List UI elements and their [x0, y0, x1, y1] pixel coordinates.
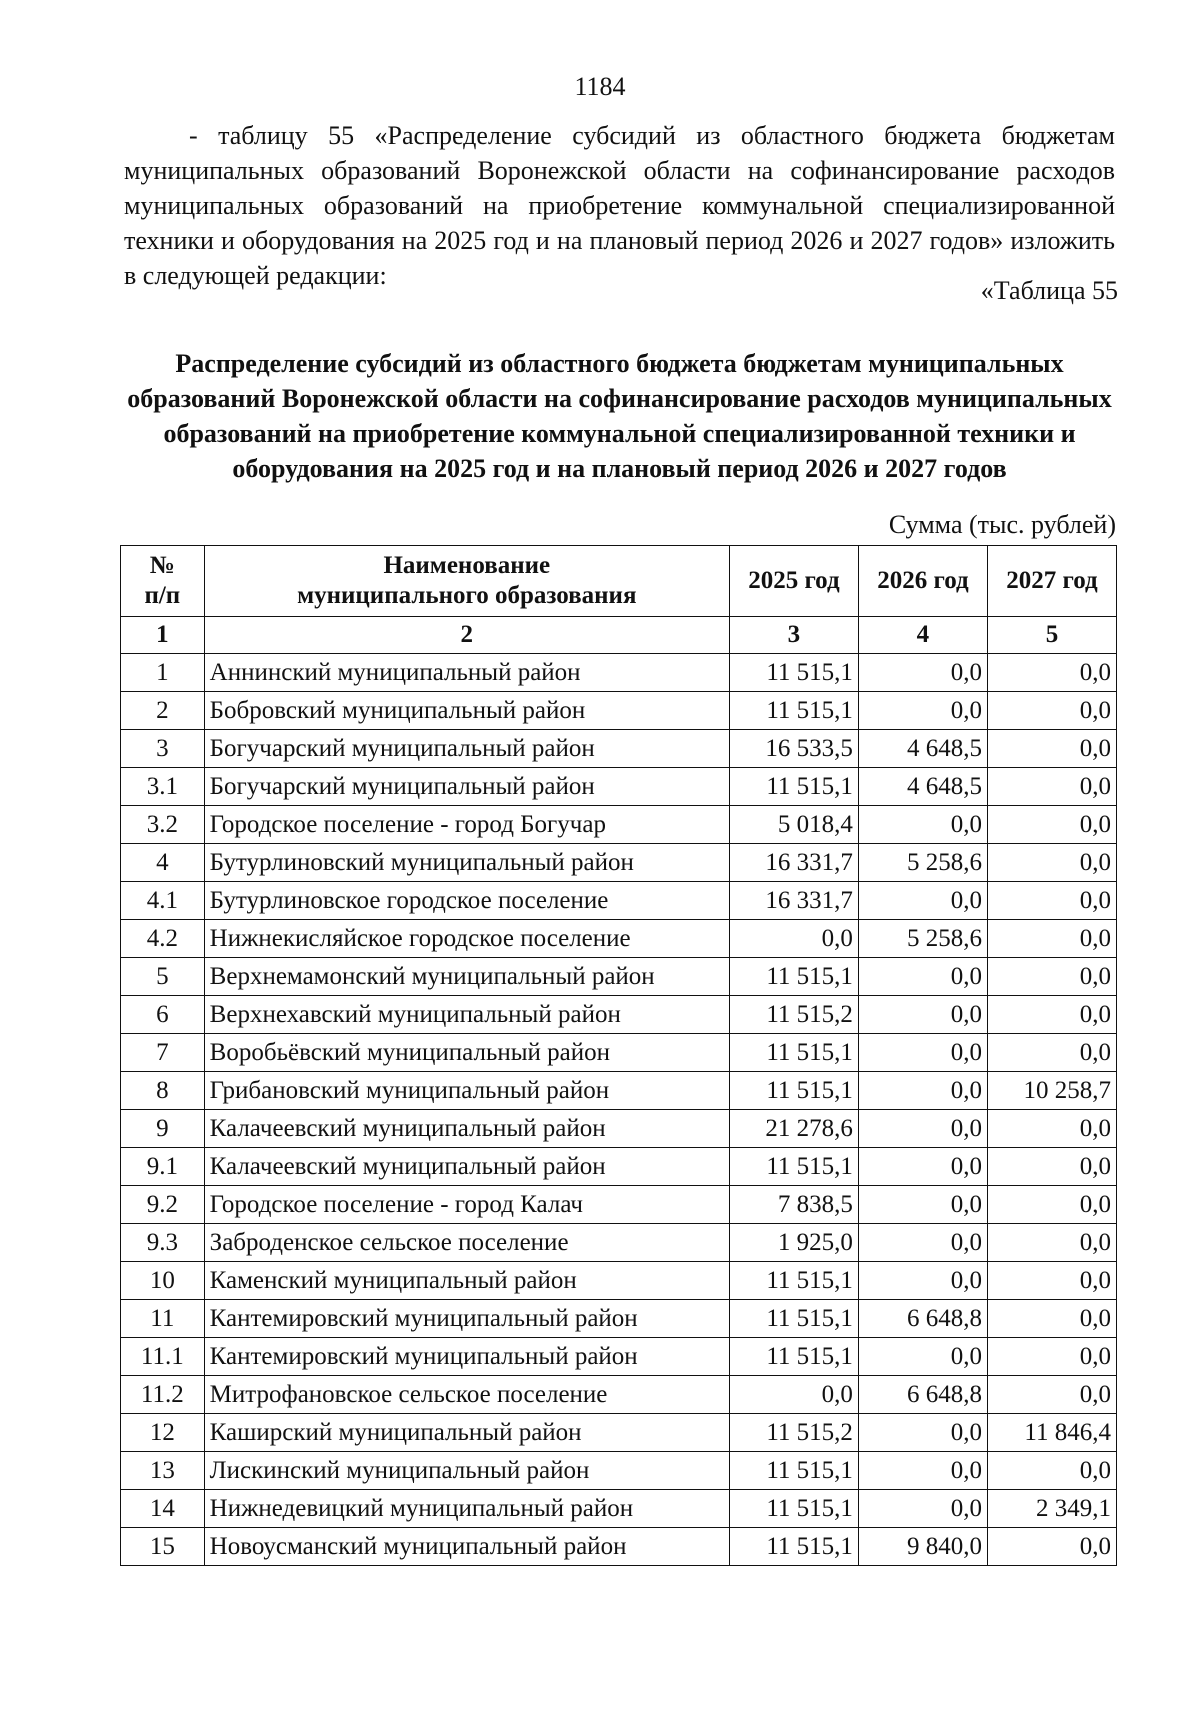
municipality-name-cell: Каменский муниципальный район [204, 1262, 729, 1300]
row-number-cell: 3 [121, 730, 205, 768]
table-row [121, 1376, 1117, 1414]
amount-2027-cell: 0,0 [987, 1452, 1116, 1490]
table-row [121, 768, 1117, 806]
municipality-name-cell: Митрофановское сельское поселение [204, 1376, 729, 1414]
row-number-cell: 6 [121, 996, 205, 1034]
column-number: 2 [204, 617, 729, 654]
intro-paragraph [124, 118, 1115, 293]
row-number-cell: 4 [121, 844, 205, 882]
row-number-cell: 10 [121, 1262, 205, 1300]
amount-2025-cell: 11 515,1 [729, 1338, 858, 1376]
table-body [121, 654, 1117, 1566]
amount-2026-cell: 9 840,0 [858, 1528, 987, 1566]
amount-2025-cell: 11 515,1 [729, 1490, 858, 1528]
amount-2025-cell: 11 515,1 [729, 1452, 858, 1490]
amount-2025-cell: 11 515,1 [729, 1072, 858, 1110]
header-name-line2: муниципального образования [297, 582, 637, 609]
amount-2027-cell: 0,0 [987, 692, 1116, 730]
table-row [121, 1110, 1117, 1148]
row-number-cell: 3.1 [121, 768, 205, 806]
table-row [121, 996, 1117, 1034]
units-caption: Сумма (тыс. рублей) [888, 510, 1116, 539]
amount-2026-cell: 0,0 [858, 1338, 987, 1376]
amount-2026-cell: 4 648,5 [858, 730, 987, 768]
municipality-name-cell: Калачеевский муниципальный район [204, 1148, 729, 1186]
table-row [121, 1224, 1117, 1262]
amount-2026-cell: 0,0 [858, 1072, 987, 1110]
row-number-cell: 13 [121, 1452, 205, 1490]
table-row [121, 1528, 1117, 1566]
amount-2026-cell: 0,0 [858, 692, 987, 730]
row-number-cell: 3.2 [121, 806, 205, 844]
municipality-name-cell: Кантемировский муниципальный район [204, 1300, 729, 1338]
table-row [121, 1452, 1117, 1490]
municipality-name-cell: Аннинский муниципальный район [204, 654, 729, 692]
amount-2027-cell: 10 258,7 [987, 1072, 1116, 1110]
header-row [121, 546, 1117, 617]
header-2027: 2027 год [987, 546, 1116, 617]
amount-2025-cell: 11 515,1 [729, 654, 858, 692]
amount-2026-cell: 0,0 [858, 806, 987, 844]
amount-2027-cell: 0,0 [987, 768, 1116, 806]
amount-2025-cell: 0,0 [729, 920, 858, 958]
amount-2026-cell: 0,0 [858, 1034, 987, 1072]
municipality-name-cell: Городское поселение - город Богучар [204, 806, 729, 844]
amount-2026-cell: 0,0 [858, 1414, 987, 1452]
row-number-cell: 9.1 [121, 1148, 205, 1186]
amount-2026-cell: 6 648,8 [858, 1300, 987, 1338]
amount-2025-cell: 21 278,6 [729, 1110, 858, 1148]
amount-2025-cell: 16 533,5 [729, 730, 858, 768]
header-num-line1: № [149, 552, 175, 579]
municipality-name-cell: Богучарский муниципальный район [204, 730, 729, 768]
amount-2026-cell: 0,0 [858, 1186, 987, 1224]
header-name [204, 546, 729, 617]
municipality-name-cell: Верхнемамонский муниципальный район [204, 958, 729, 996]
column-number: 3 [729, 617, 858, 654]
municipality-name-cell: Воробьёвский муниципальный район [204, 1034, 729, 1072]
header-name-line1: Наименование [383, 552, 551, 579]
table-row [121, 1072, 1117, 1110]
amount-2026-cell: 0,0 [858, 1110, 987, 1148]
amount-2027-cell: 0,0 [987, 1300, 1116, 1338]
row-number-cell: 15 [121, 1528, 205, 1566]
amount-2027-cell: 0,0 [987, 1148, 1116, 1186]
row-number-cell: 11 [121, 1300, 205, 1338]
row-number-cell: 8 [121, 1072, 205, 1110]
amount-2027-cell: 2 349,1 [987, 1490, 1116, 1528]
row-number-cell: 7 [121, 1034, 205, 1072]
amount-2025-cell: 11 515,1 [729, 1262, 858, 1300]
page-number: 1184 [574, 72, 626, 101]
amount-2027-cell: 0,0 [987, 1034, 1116, 1072]
amount-2027-cell: 0,0 [987, 958, 1116, 996]
amount-2026-cell: 0,0 [858, 1490, 987, 1528]
municipality-name-cell: Калачеевский муниципальный район [204, 1110, 729, 1148]
amount-2026-cell: 0,0 [858, 1452, 987, 1490]
column-number-row [121, 617, 1117, 654]
amount-2026-cell: 0,0 [858, 1262, 987, 1300]
amount-2027-cell: 11 846,4 [987, 1414, 1116, 1452]
header-num [121, 546, 205, 617]
amount-2026-cell: 0,0 [858, 996, 987, 1034]
amount-2027-cell: 0,0 [987, 1224, 1116, 1262]
table-row [121, 920, 1117, 958]
table-row [121, 692, 1117, 730]
amount-2027-cell: 0,0 [987, 844, 1116, 882]
amount-2026-cell: 0,0 [858, 882, 987, 920]
table-row [121, 1490, 1117, 1528]
amount-2027-cell: 0,0 [987, 1376, 1116, 1414]
row-number-cell: 9.3 [121, 1224, 205, 1262]
header-2025: 2025 год [729, 546, 858, 617]
amount-2027-cell: 0,0 [987, 882, 1116, 920]
amount-2025-cell: 5 018,4 [729, 806, 858, 844]
table-row [121, 844, 1117, 882]
column-number: 4 [858, 617, 987, 654]
table-row [121, 806, 1117, 844]
subsidy-table [120, 545, 1117, 1566]
table-row [121, 1338, 1117, 1376]
table-header [121, 546, 1117, 654]
amount-2025-cell: 0,0 [729, 1376, 858, 1414]
amount-2025-cell: 16 331,7 [729, 844, 858, 882]
table-row [121, 882, 1117, 920]
amount-2025-cell: 11 515,2 [729, 996, 858, 1034]
header-2026: 2026 год [858, 546, 987, 617]
row-number-cell: 12 [121, 1414, 205, 1452]
amount-2027-cell: 0,0 [987, 1338, 1116, 1376]
intro-text: - таблицу 55 «Распределение субсидий из областного бюджета бюджетам муниципальных образований Воронежской области на софинансирование расходов муниципальных образований на приобретение коммунальной специализированной техники и оборудования на 2025 год и на плановый период 2026 и 2027 годов» изложить в следующей редакции: [124, 121, 1115, 290]
municipality-name-cell: Грибановский муниципальный район [204, 1072, 729, 1110]
amount-2025-cell: 11 515,1 [729, 1300, 858, 1338]
municipality-name-cell: Городское поселение - город Калач [204, 1186, 729, 1224]
table-row [121, 654, 1117, 692]
row-number-cell: 9.2 [121, 1186, 205, 1224]
column-number: 1 [121, 617, 205, 654]
amount-2026-cell: 0,0 [858, 1148, 987, 1186]
row-number-cell: 4.1 [121, 882, 205, 920]
municipality-name-cell: Бутурлиновское городское поселение [204, 882, 729, 920]
municipality-name-cell: Новоусманский муниципальный район [204, 1528, 729, 1566]
amount-2025-cell: 11 515,1 [729, 1528, 858, 1566]
table-row [121, 1034, 1117, 1072]
column-number: 5 [987, 617, 1116, 654]
municipality-name-cell: Бобровский муниципальный район [204, 692, 729, 730]
amount-2027-cell: 0,0 [987, 920, 1116, 958]
amount-2027-cell: 0,0 [987, 654, 1116, 692]
municipality-name-cell: Нижнедевицкий муниципальный район [204, 1490, 729, 1528]
table-row [121, 1300, 1117, 1338]
table-title: Распределение субсидий из областного бюджета бюджетам муниципальных образований Воронежской области на софинансирование расходов муниципальных образований на приобретение коммунальной специализированной техники и оборудования на 2025 год и на плановый период 2026 и 2027 годов [127, 349, 1112, 483]
amount-2025-cell: 11 515,2 [729, 1414, 858, 1452]
table-row [121, 1186, 1117, 1224]
row-number-cell: 5 [121, 958, 205, 996]
amount-2027-cell: 0,0 [987, 1110, 1116, 1148]
row-number-cell: 1 [121, 654, 205, 692]
amount-2027-cell: 0,0 [987, 1186, 1116, 1224]
amount-2027-cell: 0,0 [987, 806, 1116, 844]
table-row [121, 1148, 1117, 1186]
row-number-cell: 4.2 [121, 920, 205, 958]
amount-2027-cell: 0,0 [987, 1528, 1116, 1566]
municipality-name-cell: Каширский муниципальный район [204, 1414, 729, 1452]
row-number-cell: 9 [121, 1110, 205, 1148]
table-label: «Таблица 55 [980, 276, 1118, 305]
amount-2026-cell: 0,0 [858, 958, 987, 996]
amount-2027-cell: 0,0 [987, 1262, 1116, 1300]
municipality-name-cell: Заброденское сельское поселение [204, 1224, 729, 1262]
amount-2026-cell: 5 258,6 [858, 844, 987, 882]
table-row [121, 1414, 1117, 1452]
row-number-cell: 11.1 [121, 1338, 205, 1376]
municipality-name-cell: Бутурлиновский муниципальный район [204, 844, 729, 882]
amount-2026-cell: 4 648,5 [858, 768, 987, 806]
municipality-name-cell: Лискинский муниципальный район [204, 1452, 729, 1490]
header-num-line2: п/п [144, 582, 181, 609]
row-number-cell: 2 [121, 692, 205, 730]
amount-2025-cell: 1 925,0 [729, 1224, 858, 1262]
amount-2026-cell: 0,0 [858, 1224, 987, 1262]
amount-2027-cell: 0,0 [987, 730, 1116, 768]
amount-2025-cell: 11 515,1 [729, 958, 858, 996]
municipality-name-cell: Нижнекисляйское городское поселение [204, 920, 729, 958]
row-number-cell: 14 [121, 1490, 205, 1528]
table-row [121, 958, 1117, 996]
table-row [121, 730, 1117, 768]
amount-2026-cell: 5 258,6 [858, 920, 987, 958]
municipality-name-cell: Кантемировский муниципальный район [204, 1338, 729, 1376]
amount-2025-cell: 16 331,7 [729, 882, 858, 920]
row-number-cell: 11.2 [121, 1376, 205, 1414]
amount-2026-cell: 0,0 [858, 654, 987, 692]
amount-2026-cell: 6 648,8 [858, 1376, 987, 1414]
municipality-name-cell: Богучарский муниципальный район [204, 768, 729, 806]
table-row [121, 1262, 1117, 1300]
amount-2025-cell: 11 515,1 [729, 692, 858, 730]
amount-2025-cell: 11 515,1 [729, 1034, 858, 1072]
amount-2025-cell: 11 515,1 [729, 768, 858, 806]
municipality-name-cell: Верхнехавский муниципальный район [204, 996, 729, 1034]
amount-2025-cell: 7 838,5 [729, 1186, 858, 1224]
amount-2025-cell: 11 515,1 [729, 1148, 858, 1186]
amount-2027-cell: 0,0 [987, 996, 1116, 1034]
